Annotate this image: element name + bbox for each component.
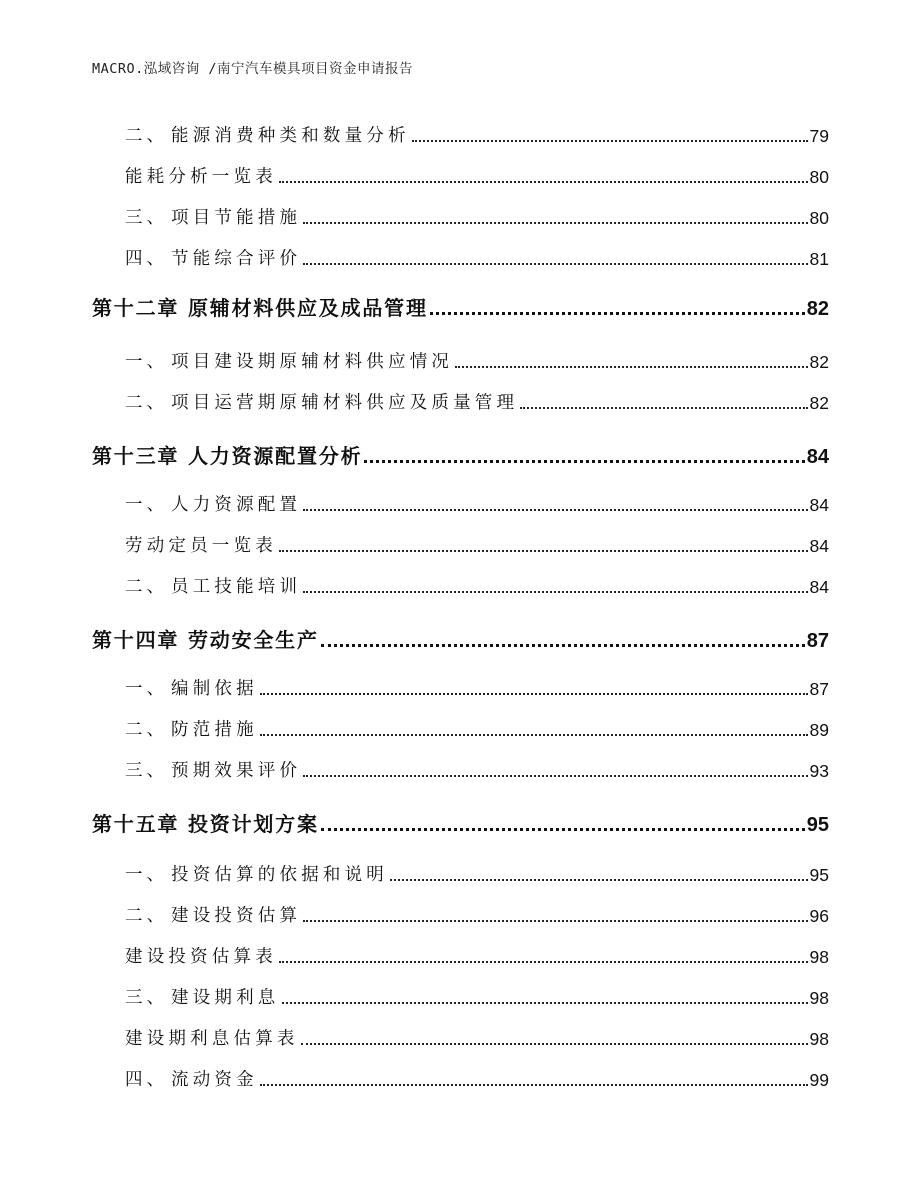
toc-page-number: 95 (806, 814, 829, 836)
toc-entry-title: 防范措施 (171, 720, 258, 740)
toc-entry-number: 三、 (125, 208, 168, 228)
toc-entry-title: 能耗分析一览表 (125, 167, 277, 187)
toc-entry-number: 一、 (125, 865, 168, 885)
toc-dot-leader (260, 1083, 808, 1086)
toc-dot-leader (279, 180, 808, 183)
toc-entry-number: 三、 (125, 988, 168, 1008)
toc-section-entry[interactable] (125, 389, 829, 414)
toc-entry-number: 二、 (125, 126, 168, 146)
toc-entry-number: 三、 (125, 761, 168, 781)
toc-dot-leader (282, 1001, 808, 1004)
toc-page-number: 98 (809, 1029, 829, 1049)
toc-dot-leader (260, 733, 808, 736)
toc-dot-leader (279, 549, 808, 552)
toc-entry-title: 人力资源配置 (171, 495, 302, 515)
toc-entry-number: 二、 (125, 393, 168, 413)
toc-section-entry[interactable] (125, 491, 829, 516)
toc-page-number: 87 (809, 679, 829, 699)
toc-entry-title: 建设期利息 (171, 988, 280, 1008)
toc-dot-leader (279, 960, 808, 963)
toc-dot-leader (303, 221, 807, 224)
toc-section-entry[interactable] (125, 122, 829, 147)
toc-entry-title: 第十五章 投资计划方案 (92, 812, 319, 836)
toc-page-number: 82 (809, 393, 829, 413)
toc-entry-title: 建设期利息估算表 (125, 1029, 299, 1049)
toc-entry-number: 四、 (125, 1070, 168, 1090)
toc-dot-leader (412, 139, 808, 142)
toc-page-number: 96 (809, 906, 829, 926)
toc-page-number: 82 (809, 352, 829, 372)
toc-dot-leader (303, 774, 807, 777)
toc-entry-title: 预期效果评价 (171, 761, 302, 781)
toc-section-entry[interactable] (125, 245, 829, 270)
toc-dot-leader (301, 1042, 808, 1045)
toc-dot-leader (390, 878, 808, 881)
toc-page-number: 79 (809, 126, 829, 146)
toc-section-entry[interactable] (125, 984, 829, 1009)
toc-page-number: 80 (809, 208, 829, 228)
toc-entry-title: 项目节能措施 (171, 208, 302, 228)
toc-entry-title: 劳动定员一览表 (125, 536, 277, 556)
toc-section-entry[interactable] (125, 757, 829, 782)
toc-entry-title: 项目建设期原辅材料供应情况 (171, 352, 454, 372)
toc-section-entry[interactable] (125, 1066, 829, 1091)
toc-section-entry[interactable] (125, 348, 829, 373)
toc-section-entry[interactable] (125, 532, 829, 557)
toc-entry-title: 投资估算的依据和说明 (171, 865, 388, 885)
toc-section-entry[interactable] (125, 675, 829, 700)
toc-section-entry[interactable] (125, 1025, 829, 1050)
toc-dot-leader (321, 643, 805, 647)
toc-dot-leader (455, 365, 807, 368)
toc-entry-title: 编制依据 (171, 679, 258, 699)
toc-page-number: 84 (809, 536, 829, 556)
toc-entry-title: 流动资金 (171, 1070, 258, 1090)
toc-section-entry[interactable] (125, 861, 829, 886)
toc-entry-number: 一、 (125, 352, 168, 372)
toc-page-number: 98 (809, 947, 829, 967)
toc-dot-leader (364, 459, 804, 463)
toc-entry-title: 项目运营期原辅材料供应及质量管理 (171, 393, 519, 413)
toc-page-number: 84 (809, 577, 829, 597)
toc-dot-leader (321, 827, 805, 831)
toc-section-entry[interactable] (125, 716, 829, 741)
toc-entry-title: 第十二章 原辅材料供应及成品管理 (92, 296, 428, 320)
toc-dot-leader (260, 692, 808, 695)
toc-page-number: 84 (809, 495, 829, 515)
toc-entry-title: 节能综合评价 (171, 249, 302, 269)
toc-entry-number: 一、 (125, 679, 168, 699)
toc-dot-leader (520, 406, 807, 409)
toc-entry-number: 一、 (125, 495, 168, 515)
toc-page-number: 89 (809, 720, 829, 740)
toc-dot-leader (303, 590, 807, 593)
toc-dot-leader (303, 508, 807, 511)
toc-chapter-entry[interactable] (92, 292, 829, 321)
toc-entry-number: 二、 (125, 906, 168, 926)
toc-entry-title: 建设投资估算表 (125, 947, 277, 967)
toc-section-entry[interactable] (125, 163, 829, 188)
toc-entry-number: 二、 (125, 720, 168, 740)
page-header: MACRO.泓域咨询 /南宁汽车模具项目资金申请报告 (92, 61, 414, 77)
toc-chapter-entry[interactable] (92, 624, 829, 653)
toc-dot-leader (303, 262, 807, 265)
toc-page-number: 87 (806, 630, 829, 652)
toc-entry-title: 第十三章 人力资源配置分析 (92, 444, 363, 468)
toc-page-number: 84 (806, 446, 829, 468)
toc-section-entry[interactable] (125, 204, 829, 229)
toc-entry-number: 四、 (125, 249, 168, 269)
toc-entry-title: 建设投资估算 (171, 906, 302, 926)
toc-page-number: 99 (809, 1070, 829, 1090)
toc-entry-number: 二、 (125, 577, 168, 597)
toc-chapter-entry[interactable] (92, 808, 829, 837)
toc-page-number: 80 (809, 167, 829, 187)
toc-chapter-entry[interactable] (92, 440, 829, 469)
toc-entry-title: 能源消费种类和数量分析 (171, 126, 410, 146)
toc-page-number: 93 (809, 761, 829, 781)
toc-page-number: 81 (809, 249, 829, 269)
toc-dot-leader (303, 919, 807, 922)
toc-section-entry[interactable] (125, 573, 829, 598)
toc-dot-leader (430, 311, 805, 315)
toc-page-number: 98 (809, 988, 829, 1008)
toc-page-number: 95 (809, 865, 829, 885)
toc-entry-title: 第十四章 劳动安全生产 (92, 628, 319, 652)
toc-entry-title: 员工技能培训 (171, 577, 302, 597)
toc-section-entry[interactable] (125, 943, 829, 968)
toc-page-number: 82 (806, 298, 829, 320)
toc-section-entry[interactable] (125, 902, 829, 927)
